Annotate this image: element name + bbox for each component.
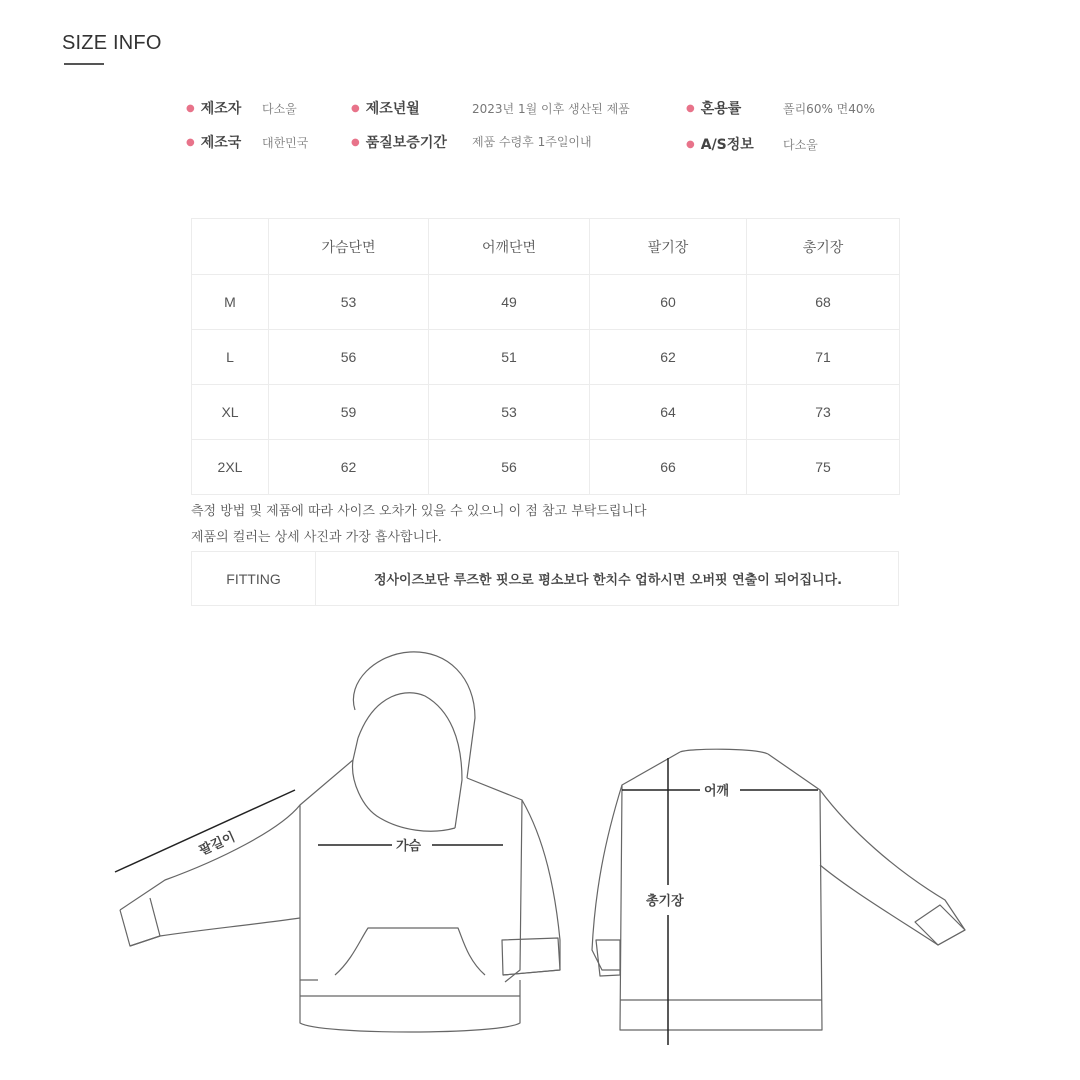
- table-row: [192, 385, 900, 440]
- sleeve-cell: 64: [590, 385, 747, 440]
- front-cuff-left: [120, 898, 160, 946]
- front-hood-outline: [353, 652, 475, 778]
- length-cell: 71: [747, 330, 900, 385]
- chest-cell: 53: [269, 275, 429, 330]
- shoulder-cell: 56: [429, 440, 590, 495]
- front-sleeve-right: [503, 800, 560, 975]
- sleeve-label: 팔길이: [197, 829, 238, 859]
- back-collar: [680, 749, 768, 754]
- length-cell: 68: [747, 275, 900, 330]
- table-header-row: [192, 219, 900, 275]
- front-sleeve-left-bottom: [130, 918, 300, 946]
- sleeve-cell: 60: [590, 275, 747, 330]
- header-cell-shoulder: 어깨단면: [429, 219, 590, 275]
- hoodie-diagram: [0, 640, 1080, 1080]
- front-body-left: [300, 760, 353, 980]
- size-cell: 2XL: [192, 440, 269, 495]
- info-as-value: 다소울: [783, 138, 818, 152]
- info-blend-value: 폴리60% 면40%: [783, 102, 875, 116]
- chest-cell: 62: [269, 440, 429, 495]
- note-line-2: 제품의 컬러는 상세 사진과 가장 흡사합니다.: [191, 530, 442, 545]
- bullet-icon: ●: [186, 137, 195, 148]
- info-country-value: 대한민국: [262, 136, 309, 150]
- note-line-1: 측정 방법 및 제품에 따라 사이즈 오차가 있을 수 있으니 이 점 참고 부탁드립니다: [191, 504, 647, 519]
- info-date: ● 제조년월: [351, 101, 420, 117]
- fitting-text: 정사이즈보단 루즈한 핏으로 평소보다 한치수 업하시면 오버핏 연출이 되어집니다.: [373, 573, 843, 588]
- bullet-icon: ●: [686, 139, 695, 150]
- front-hem: [300, 980, 520, 1032]
- sleeve-cell: 62: [590, 330, 747, 385]
- front-hood-inner: [358, 693, 462, 828]
- length-cell: 75: [747, 440, 900, 495]
- header-cell-sleeve: 팔기장: [590, 219, 747, 275]
- shoulder-cell: 49: [429, 275, 590, 330]
- length-cell: 73: [747, 385, 900, 440]
- header-cell-empty: [192, 219, 269, 275]
- info-warranty: ● 품질보증기간: [351, 135, 447, 151]
- front-body-right: [467, 778, 522, 982]
- table-row: [192, 275, 900, 330]
- bullet-icon: ●: [186, 103, 195, 114]
- info-manufacturer: ● 제조자: [186, 101, 242, 117]
- chest-label: 가슴: [396, 839, 422, 854]
- back-sleeve-right: [820, 790, 965, 945]
- chest-cell: 59: [269, 385, 429, 440]
- front-hood-opening: [353, 738, 455, 831]
- fitting-label: FITTING: [192, 552, 316, 605]
- table-row: [192, 330, 900, 385]
- table-row: [192, 440, 900, 495]
- shoulder-cell: 53: [429, 385, 590, 440]
- header-cell-length: 총기장: [747, 219, 900, 275]
- fitting-box: [191, 551, 899, 606]
- front-pocket: [335, 928, 485, 975]
- size-cell: XL: [192, 385, 269, 440]
- size-cell: M: [192, 275, 269, 330]
- size-cell: L: [192, 330, 269, 385]
- sleeve-cell: 66: [590, 440, 747, 495]
- bullet-icon: ●: [351, 103, 360, 114]
- info-blend: ● 혼용률: [686, 101, 742, 117]
- info-manufacturer-value: 다소울: [262, 102, 297, 116]
- header-cell-chest: 가슴단면: [269, 219, 429, 275]
- title-underline: [64, 63, 104, 65]
- back-cuff-right: [915, 905, 965, 945]
- shoulder-label: 어깨: [704, 784, 730, 799]
- length-label: 총기장: [646, 894, 684, 909]
- info-warranty-value: 제품 수령후 1주일이내: [472, 135, 592, 149]
- info-date-value: 2023년 1월 이후 생산된 제품: [472, 102, 630, 116]
- page-title: SIZE INFO: [62, 32, 162, 54]
- shoulder-cell: 51: [429, 330, 590, 385]
- info-country: ● 제조국: [186, 135, 242, 151]
- bullet-icon: ●: [686, 103, 695, 114]
- front-cuff-right: [502, 938, 560, 975]
- chest-cell: 56: [269, 330, 429, 385]
- info-as: ● A/S정보: [686, 137, 754, 153]
- bullet-icon: ●: [351, 137, 360, 148]
- product-info: [0, 96, 1080, 166]
- size-table: [191, 218, 900, 495]
